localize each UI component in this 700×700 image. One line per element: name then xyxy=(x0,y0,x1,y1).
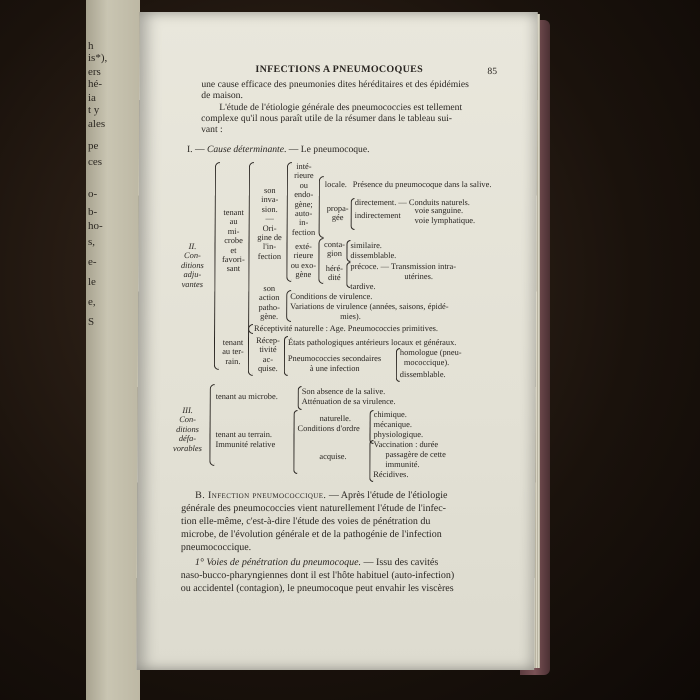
secondaires-item: dissemblable. xyxy=(399,370,446,379)
naturelle-label: naturelle. xyxy=(319,414,352,423)
interieure-label: inté- rieure ou endo- gène; auto- in- fection xyxy=(291,162,316,237)
left-margin-fragment: ho- xyxy=(88,220,103,232)
section-b-first-line xyxy=(195,490,447,501)
left-margin-fragment: ers xyxy=(88,66,101,78)
exterieure-label: exté- rieure ou exo- gène xyxy=(290,242,317,280)
section-b-line: microbe, de l'évolution générale et de la pathogénie de l'infection xyxy=(180,529,442,540)
naturelle-item: chimique. xyxy=(373,410,407,419)
indirectement-item: voie lymphatique. xyxy=(414,216,476,225)
intro-line: de maison. xyxy=(201,90,243,101)
running-header: INFECTIONS A PNEUMOCOQUES xyxy=(255,64,423,75)
secondaires-label: à une infection xyxy=(309,364,360,373)
section1-title: Cause déterminante xyxy=(206,144,285,155)
left-margin-fragment: ia xyxy=(88,92,96,104)
left-margin-fragment: S xyxy=(88,316,95,328)
secondaires-label: Pneumococcies secondaires xyxy=(287,354,382,363)
subsection-line: — Issu des cavités xyxy=(363,557,439,568)
section-b-line: générale des pneumococcies vient naturellement l'étude de l'infec- xyxy=(181,503,447,514)
contagion-item: similaire. xyxy=(350,241,382,250)
book-page xyxy=(136,12,537,670)
heredite-label: héré- dité xyxy=(325,264,343,283)
microbe-label: tenant au mi- crobe et favori- sant xyxy=(221,208,245,274)
section1-row xyxy=(187,144,370,155)
section-b-heading: B. Infection pneumococcique. xyxy=(195,490,327,501)
section3-terrain-brace xyxy=(293,410,297,474)
naturelle-item: mécanique. xyxy=(373,420,412,429)
propagee-label: propa- gée xyxy=(326,204,349,223)
subsection-line: ou accidentel (contagion), le pneumocoque peut envahir les viscères xyxy=(180,583,454,594)
subsection-line: naso-bucco-pharyngiennes dont il est l'hôte habituel (auto-infection) xyxy=(180,570,455,581)
left-margin-fragment: h xyxy=(88,40,94,52)
left-margin-fragment: e, xyxy=(88,296,96,308)
section3-label: III. Con- ditions défa- vorables xyxy=(172,406,202,453)
intro-line: une cause efficace des pneumonies dites héréditaires et des épidémies xyxy=(201,79,469,90)
left-margin-fragment: o- xyxy=(88,188,98,200)
section3-microbe-item: Atténuation de sa virulence. xyxy=(301,397,396,406)
naturelle-item: physiologique. xyxy=(373,430,424,439)
interieure-brace xyxy=(319,176,324,238)
secondaires-item: homologue (pneu- xyxy=(399,348,462,357)
section1-label: I. — xyxy=(186,144,208,155)
subsection-heading: 1° Voies de pénétration du pneumocoque. xyxy=(194,557,362,568)
acquise-item: Récidives. xyxy=(373,470,409,479)
left-margin-fragment: t y xyxy=(88,104,100,116)
section3-terrain: Immunité relative xyxy=(215,440,276,449)
page-number: 85 xyxy=(487,66,498,77)
acquise-item: Vaccination : durée xyxy=(373,440,439,449)
locale-text: Présence du pneumocoque dans la salive. xyxy=(352,180,492,189)
subsection-first-line xyxy=(195,557,438,568)
heredite-item: tardive. xyxy=(350,282,376,291)
acquise-item: passagère de cette xyxy=(385,450,446,459)
section3-microbe-item: Son absence de la salive. xyxy=(301,387,386,396)
acquise-label: acquise. xyxy=(319,452,347,461)
left-margin-fragment: is*), xyxy=(88,52,108,64)
section3-brace xyxy=(209,384,214,466)
left-margin-fragment: pe xyxy=(88,140,99,152)
invasion-label: son inva- sion. — Ori- gine de l'in- fection xyxy=(257,186,282,261)
indirectement-item: voie sanguine. xyxy=(414,206,464,215)
left-margin-fragment: le xyxy=(88,276,96,288)
action-label: son action patho- gène. xyxy=(258,284,280,322)
intro-line: vant : xyxy=(201,124,223,135)
contagion-item: dissemblable. xyxy=(350,251,397,260)
contagion-label: conta- gion xyxy=(324,240,345,259)
left-margin-fragment: hé- xyxy=(88,78,103,90)
action-item: mies). xyxy=(340,312,361,321)
left-margin-fragment: e- xyxy=(88,256,97,268)
left-page-fragment xyxy=(86,0,140,700)
action-item: Variations de virulence (années, saisons, épidé- xyxy=(290,302,449,311)
action-item: Conditions de virulence. xyxy=(290,292,373,301)
section-b-line: tion elle-même, c'est-à-dire l'étude des voies de pénétration du xyxy=(181,516,431,527)
section-b-line: — Après l'étude de l'étiologie xyxy=(328,490,448,501)
left-margin-fragment: b- xyxy=(88,206,98,218)
locale-label: locale. xyxy=(324,180,347,189)
left-margin-fragment: ales xyxy=(88,118,106,130)
etats-text: États pathologiques antérieurs locaux et généraux. xyxy=(287,338,457,347)
left-margin-fragment: s, xyxy=(88,236,96,248)
intro-line: complexe qu'il nous paraît utile de la résumer dans le tableau sui- xyxy=(201,113,453,124)
receptivite-naturelle: Réceptivité naturelle : Age. Pneumococcies primitives. xyxy=(254,324,439,333)
heredite-item: précoce. — Transmission intra- xyxy=(350,262,457,271)
left-margin-fragment: ces xyxy=(88,156,103,168)
secondaires-item: mococcique). xyxy=(403,358,450,367)
heredite-item: utérines. xyxy=(404,272,433,281)
directement-text: directement. — Conduits naturels. xyxy=(354,198,470,207)
indirectement-label: indirectement xyxy=(354,211,401,220)
acquise-item: immunité. xyxy=(385,460,420,469)
section3-microbe: tenant au microbe. xyxy=(215,392,278,401)
receptivite-acquise-label: Récep- tivité ac- quise. xyxy=(256,336,280,374)
section1-value: . — Le pneumocoque. xyxy=(283,144,370,155)
section3-terrain: tenant au terrain. xyxy=(215,430,273,439)
section2-label: II. Con- ditions adju- vantes xyxy=(180,242,204,289)
intro-line: L'étude de l'étiologie générale des pneumococcies est tellement xyxy=(219,102,463,113)
naturelle-label: Conditions d'ordre xyxy=(297,424,360,433)
terrain-label: tenant au ter- rain. xyxy=(222,338,244,366)
section-b-line: pneumococcique. xyxy=(180,542,252,553)
